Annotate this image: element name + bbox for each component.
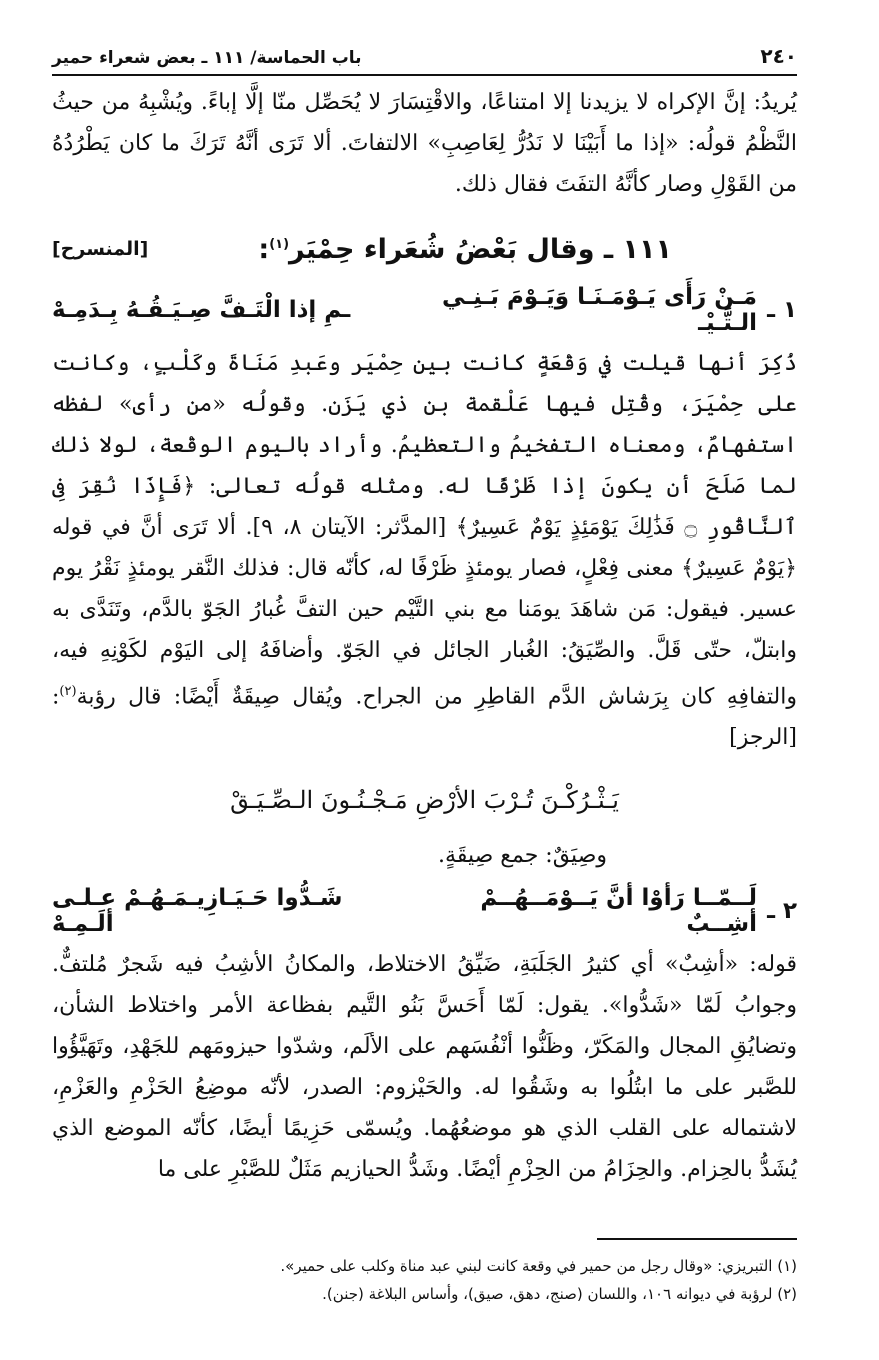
footnote-ref-2: (٢) [59,684,77,699]
verse-number: ١ ـ [767,297,797,323]
meter-reference: : [الرجز] [52,684,797,751]
running-title: باب الحماسة/ ١١١ ـ بعض شعراء حمير [52,48,362,68]
footnotes [52,1252,797,1308]
footnote-1: (١) التبريزي: «وقال رجل من حمير في وقعة كانت لبني عبد مناة وكلب على حمير». [280,1257,797,1276]
book-page [52,40,797,1308]
rajaz-verse: يَـثْـرُكْـنَ تُـرْبَ الأرْضِ مَـجْـنُـونَ الـصِّـيَـقْ [230,786,619,815]
commentary-paragraph-2: قوله: «أشِبٌ» أي كثيرُ الجَلَبَةِ، ضَيِّقُ الاختلاط، والمكانُ الأشِبُ فيه شَجرٌ مُلتفٌّ. وجوابُ لَمّا «شَدُّوا». يقول: لَمّا أَحَسَّ بَنُو التَّيم بفظاعة الأمر واختلاط الشأن، وتضايُقِ المجال والمَكَرّ، وظَنُّوا أنْفُسَهم على الألَم، وشدّوا حيزومَهم للجَهْدِ، وتَهَيَّؤُوا للصَّبر على ما ابتُلُوا به وشَقُوا له. والحَيْزوم: الصدر، لأنّه موضِعُ الحَزْمِ والعَزْمِ، لاشتماله على القلب الذي هو موضعُهُما. ويُسمّى حَزِيمًا أيضًا، كأنّه الموضع الذي يُشَدُّ بالحِزام. والحِزَامُ من الحِزْمِ أيْضًا. وشَدُّ الحيازيم مَثَلٌ للصَّبْرِ على ما [52,952,797,1183]
verse-1 [52,283,797,337]
section-title-colon: : [258,233,270,265]
meter-label: [المنسرح] [52,238,149,260]
footnote-divider [597,1238,797,1240]
verse-2 [52,884,797,938]
footnote-2: (٢) لرؤبة في ديوانه ١٠٦، واللسان (صنج، دهق، صيق)، وأساس البلاغة (جنن). [322,1285,797,1304]
verse-number: ٢ ـ [767,898,797,925]
verse-first-hemistich: مَـنْ رَأَى يَـوْمَـنَـا وَيَـوْمَ بَـنِـي الـتَّـيْـ [441,284,757,336]
running-header [52,40,797,76]
footnote-ref-1: (١) [269,236,290,252]
plural-note: وصِيَقٌ: جمع صِيقَةٍ. [438,843,607,869]
commentary-paragraph-1 [52,343,797,758]
section-heading [52,223,797,275]
verse-second-hemistich: شَـدُّوا حَـيَـازِيـمَـهُـمْ عـلـى ألَـمِـهْ [52,885,343,938]
page-number: ٢٤٠ [760,44,797,68]
verse-second-hemistich: ـمِ إذا الْتَـفَّ صِـيَـقُـهُ بِـدَمِـهْ [52,297,351,323]
intro-paragraph: يُريدُ: إنَّ الإكراه لا يزيدنا إلا امتناعًا، والاقْتِسَارَ لا يُحَصِّل منّا إلَّا إباءً. ويُشْبِهُ من حيثُ النَّظْمُ قولُه: «إذا ما أَبَيْنَا لا نَدُرُّ لِعَاصِبِ» الالتفاتَ. ألا تَرَى أنَّهُ تَرَكَ ما كان يَطْرُدُهُ من القَوْلِ وصار كأنَّهُ التفَتَ فقال ذلك. [52,90,797,197]
commentary-text: ذُكِرَ أنها قيلت في وَقْعَةٍ كانت بين حِمْيَر وعَبدِ مَنَاةَ وكَلْبٍ، وكانت على حِمْيَرَ، وقُتِل فيها عَلْقمة بن ذي يَزَن. وقولُه «من رأى» لفظه استفهامٌ، ومعناه التفخيمُ والتعظيمُ. وأراد باليوم الوقْعة، لولا ذلك لما صَلَحَ أن يكونَ إذا ظَرْفًا له. ومثله قولُه تعالى: ﴿فَإِذَا نُقِرَ فِى ٱلنَّاقُورِ ۝ فَذَٰلِكَ يَوْمَئِذٍ يَوْمٌ عَسِيرٌ﴾ [المدَّثر: الآيتان ٨، ٩]. ألا تَرَى أنَّ في قوله ﴿يَوْمٌ عَسِيرٌ﴾ معنى فِعْلٍ، فصار يومئذٍ ظَرْفًا له، كأنّه قال: فذلك النَّقر يومئذٍ نَقْرُ يوم عسير. فيقول: مَن شاهَدَ يومَنا مع بني التَّيْم حين التفَّ غُبارُ الجَوّ بالدَّم، وتَنَدَّى به وابتلّ، حتّى قَلَّ. والصِّيَقُ: الغُبار الجائل في الجَوّ. وأضافَهُ إلى اليَوْم لكَوْنِهِ فيه، والتفافِهِ كان بِرَشاش الدَّم القاطِرِ من الجراح. ويُقال صِيقَةٌ أَيْضًا: قال رؤبة [52,351,798,710]
verse-first-hemistich: لَــمّــا رَأوْا أنَّ يَــوْمَــهُــمْ أشِــبٌ [480,885,757,938]
section-title [258,234,672,265]
section-title-text: ١١١ ـ وقال بَعْضُ شُعَراء حِمْيَر [289,233,672,265]
